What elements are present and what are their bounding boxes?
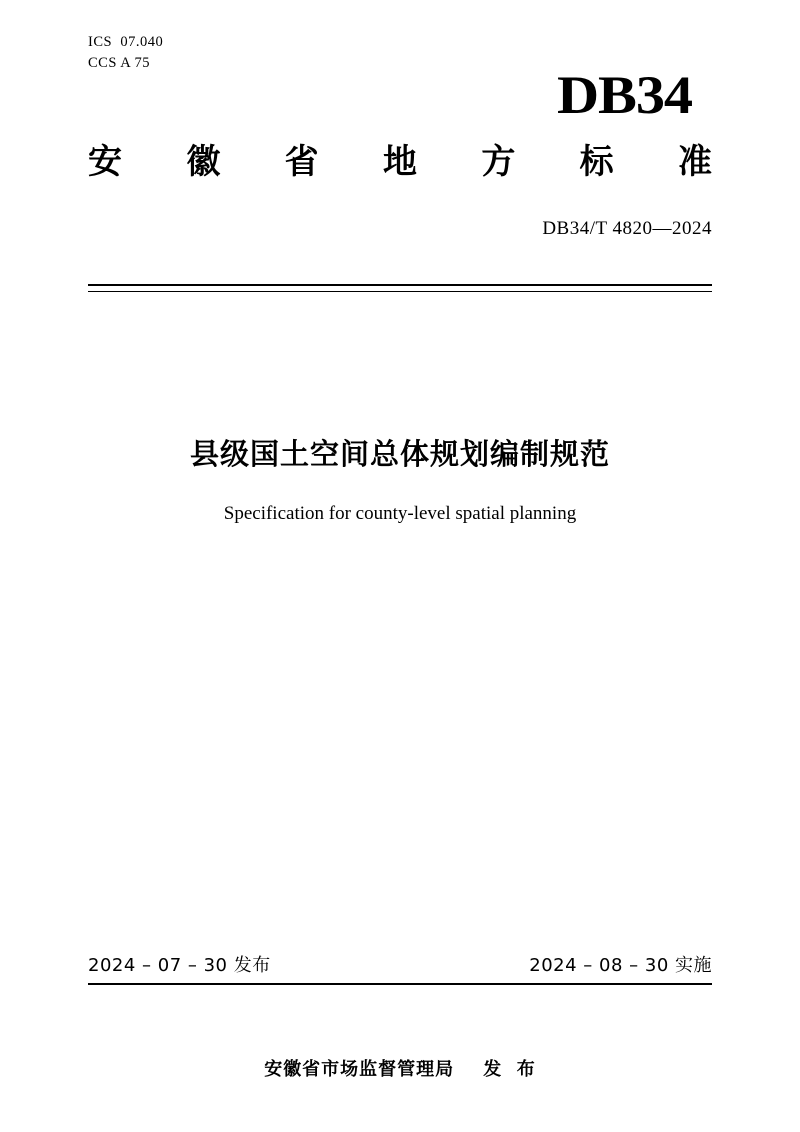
ics-code: ICS 07.040 xyxy=(88,34,164,50)
classification-codes xyxy=(88,32,163,74)
document-title-chinese: 县级国土空间总体规划编制规范 xyxy=(189,437,610,471)
header-divider-thin xyxy=(88,291,712,292)
ccs-code: CCS A 75 xyxy=(88,55,151,71)
standard-title-char-3: 地 xyxy=(382,142,417,182)
standard-title-char-5: 标 xyxy=(579,142,614,182)
standard-title-char-2: 省 xyxy=(284,142,319,182)
standard-number: DB34/T 4820—2024 xyxy=(542,218,712,239)
effective-date: 2024 – 08 – 30 实施 xyxy=(529,955,712,976)
dates-row xyxy=(88,951,712,977)
standard-title-char-6: 准 xyxy=(677,142,712,182)
document-title-english: Specification for county-level spatial planning xyxy=(223,503,577,524)
standard-title-char-0: 安 xyxy=(88,142,122,182)
standard-title xyxy=(88,142,712,182)
standard-title-char-1: 徽 xyxy=(186,142,221,182)
standard-title-char-4: 方 xyxy=(481,142,516,182)
issue-date: 2024 – 07 – 30 发布 xyxy=(88,955,271,976)
header-divider-thick xyxy=(88,284,712,286)
publisher-line: 安徽省市场监督管理局 发 布 xyxy=(264,1059,536,1080)
db34-logo: DB34 xyxy=(556,65,692,125)
footer-divider xyxy=(88,983,712,985)
